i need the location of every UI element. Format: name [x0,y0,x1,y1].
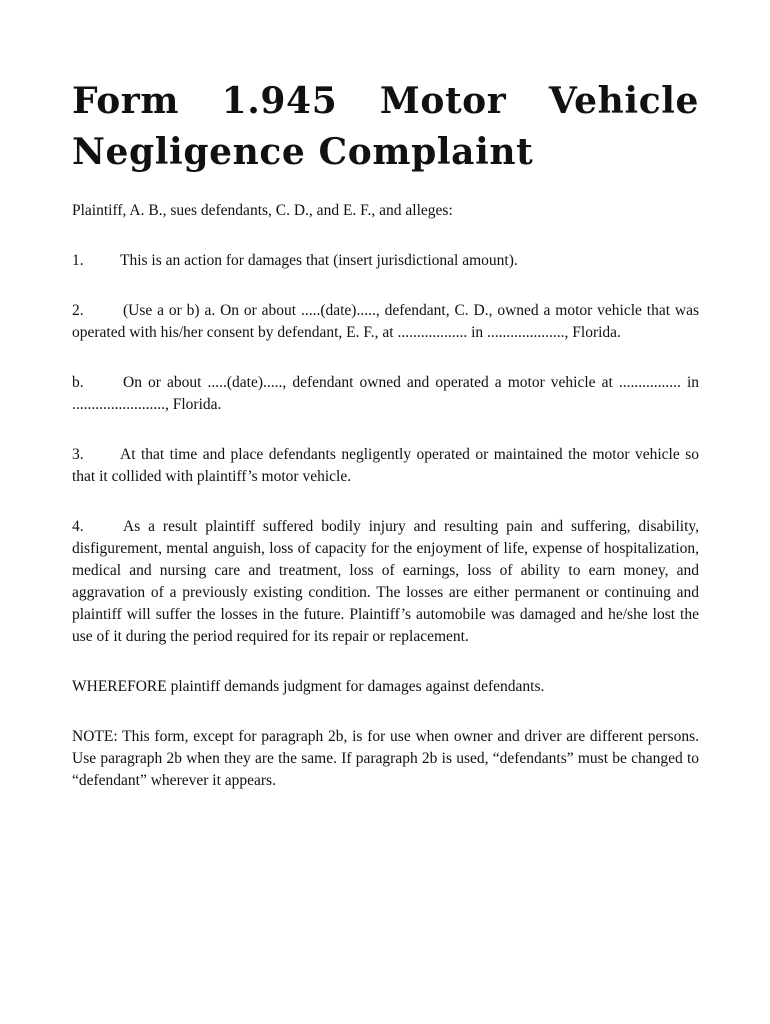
paragraph-number: 3. [72,446,84,463]
paragraph-text: On or about .....(date)....., defendant owned and operated a motor vehicle at ................ in ........................, Florida. [72,374,699,413]
page-title [72,76,699,178]
note-paragraph: NOTE: This form, except for paragraph 2b, is for use when owner and driver are different persons. Use paragraph 2b when they are the same. If paragraph 2b is used, “defendants” must be changed to “defendant” wherever it appears. [72,728,699,789]
wherefore-paragraph: WHEREFORE plaintiff demands judgment for damages against defendants. [72,678,545,695]
paragraph-number: 4. [72,518,84,535]
paragraph-text: (Use a or b) a. On or about .....(date)....., defendant, C. D., owned a motor vehicle that was operated with his/her consent by defendant, E. F., at .................. in ...................., Florida. [72,302,699,341]
paragraph-3 [72,444,699,488]
paragraph-number: b. [72,374,84,391]
paragraph-2b [72,372,699,416]
title-line-2: Negligence Complaint [72,131,534,173]
paragraph-4 [72,516,699,648]
paragraph-number: 2. [72,302,84,319]
paragraph-2a [72,300,699,344]
paragraph-text: This is an action for damages that (insert jurisdictional amount). [120,252,518,269]
document-page [72,76,699,820]
paragraph-text: As a result plaintiff suffered bodily injury and resulting pain and suffering, disability, disfigurement, mental anguish, loss of capacity for the enjoyment of life, expense of hospitalization, medical and nursing care and treatment, loss of earnings, loss of ability to earn money, and aggravation of a previously existing condition. The losses are either permanent or continuing and plaintiff will suffer the losses in the future. Plaintiff’s automobile was damaged and he/she lost the use of it during the period required for its repair or replacement. [72,518,699,645]
title-line-1: Form 1.945 Motor Vehicle [72,80,699,122]
paragraph-number: 1. [72,252,84,269]
paragraph-1 [72,250,699,272]
intro-paragraph: Plaintiff, A. B., sues defendants, C. D., and E. F., and alleges: [72,202,453,219]
paragraph-text: At that time and place defendants negligently operated or maintained the motor vehicle so that it collided with plaintiff’s motor vehicle. [72,446,699,485]
